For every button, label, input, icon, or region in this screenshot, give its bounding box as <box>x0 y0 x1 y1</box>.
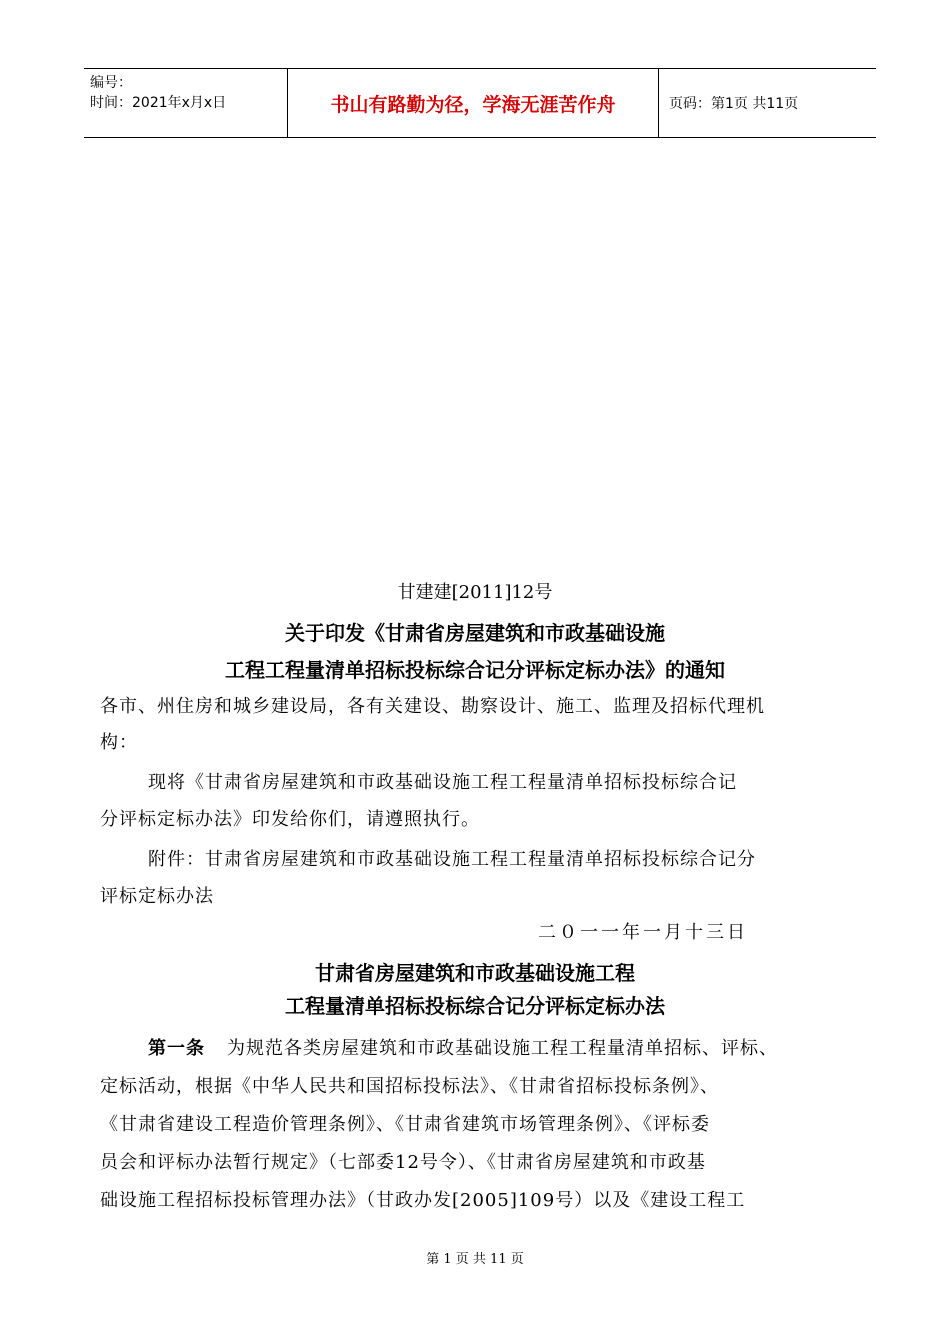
attachment-line-2: 评标定标办法 <box>100 886 214 907</box>
notice-title-line-2: 工程工程量清单招标投标综合记分评标定标办法》的通知 <box>225 658 725 682</box>
time-label: 时间：2021年x月x日 <box>90 95 227 111</box>
notice-body-line-1: 现将《甘肃省房屋建筑和市政基础设施工程工程量清单招标投标综合记 <box>148 772 737 793</box>
serial-label: 编号： <box>90 75 132 91</box>
article-1-line-1 <box>148 1034 778 1060</box>
article-1-line-3: 《甘肃省建设工程造价管理条例》、《甘肃省建筑市场管理条例》、《评标委 <box>100 1114 710 1135</box>
header-meta <box>84 69 287 137</box>
article-1-line-2: 定标活动，根据《中华人民共和国招标投标法》、《甘肃省招标投标条例》、 <box>100 1076 719 1097</box>
article-1-label: 第一条 <box>148 1038 205 1059</box>
recipients-line-1: 各市、州住房和城乡建设局，各有关建设、勘察设计、施工、监理及招标代理机 <box>100 696 765 717</box>
recipients-line-2: 构： <box>100 732 138 753</box>
page-footer: 第 1 页 共 11 页 <box>426 1252 524 1267</box>
header-page-info: 页码：第1页 共11页 <box>669 96 799 112</box>
notice-title-line-1: 关于印发《甘肃省房屋建筑和市政基础设施 <box>285 621 665 645</box>
notice-body-line-2: 分评标定标办法》印发给你们，请遵照执行。 <box>100 809 480 830</box>
doc-number: 甘建建[2011]12号 <box>397 582 553 603</box>
header-motto-cell <box>287 69 659 137</box>
header-motto: 书山有路勤为径，学海无涯苦作舟 <box>330 93 616 116</box>
article-1-line-5: 础设施工程招标投标管理办法》（甘政办发[2005]109号）以及《建设工程工 <box>100 1190 746 1211</box>
notice-date: 二０一一年一月十三日 <box>538 922 748 943</box>
attachment-line-1: 附件：甘肃省房屋建筑和市政基础设施工程工程量清单招标投标综合记分 <box>148 849 756 870</box>
article-1-text: 为规范各类房屋建筑和市政基础设施工程工程量清单招标、评标、 <box>227 1038 778 1059</box>
regulation-title-line-1: 甘肃省房屋建筑和市政基础设施工程 <box>315 961 635 985</box>
page-header <box>84 68 876 138</box>
regulation-title-line-2: 工程量清单招标投标综合记分评标定标办法 <box>285 994 665 1018</box>
article-1-line-4: 员会和评标办法暂行规定》（七部委12号令）、《甘肃省房屋建筑和市政基 <box>100 1152 706 1173</box>
